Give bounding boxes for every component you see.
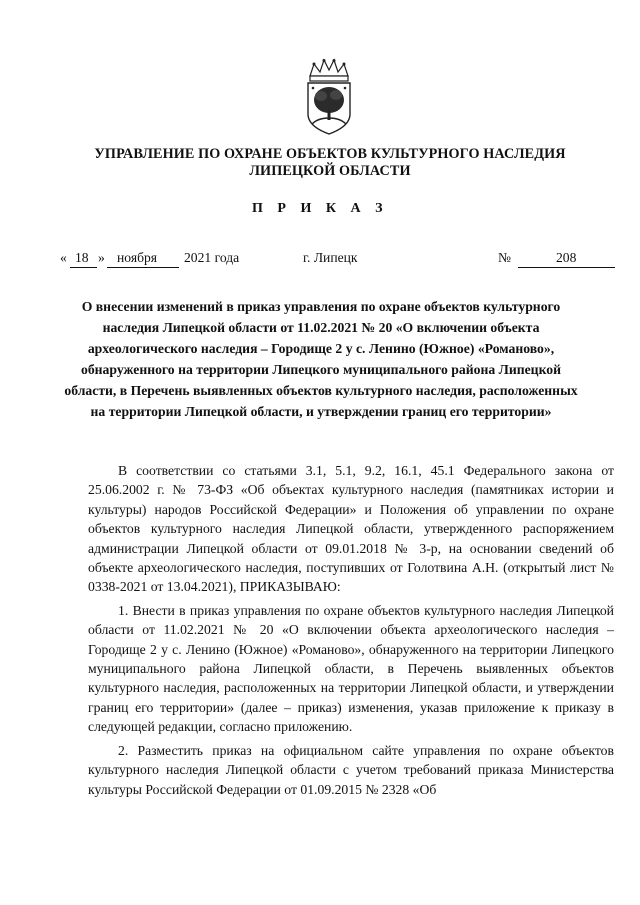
day-underline xyxy=(70,267,97,268)
item-1-paragraph: 1. Внести в приказ управления по охране объектов культурного наследия Липецкой области от 11.02.2021 № 20 «О включении объекта археологического наследия – Городище 2 у с. Ленино (Южное) «Романово», обнаруженного на территории Липецкого муниципального района Липецкой области, в Перечень выявленных объектов культурного наследия, расположенных на территории Липецкой области, и утверждении границ его территории» (далее – приказ) изменения, указав приложение к приказу в следующей редакции, согласно приложению. xyxy=(88,602,614,735)
lipetsk-coat-of-arms-icon xyxy=(300,58,358,136)
quote-open: « xyxy=(60,250,67,265)
org-line-1: УПРАВЛЕНИЕ ПО ОХРАНЕ ОБЪЕКТОВ КУЛЬТУРНОГО НАСЛЕДИЯ xyxy=(94,146,566,162)
order-number: 208 xyxy=(556,250,577,265)
date-number-line xyxy=(0,250,640,270)
order-day: 18 xyxy=(75,250,89,265)
preamble-paragraph: В соответствии со статьями 3.1, 5.1, 9.2, 16.1, 45.1 Федерального закона от 25.06.2002 г. № 73-ФЗ «Об объектах культурного наследия (памятниках истории и культуры) народов Российской Федерации» и Положения об управлении по охране объектов культурного наследия Липецкой области, утвержденного распоряжением администрации Липецкой области от 09.01.2018 № 3-р, на основании сведений об объекте археологического наследия, поступивших от Голотвина А.Н. (открытый лист № 0338-2021 от 13.04.2021), ПРИКАЗЫВАЮ: xyxy=(88,463,614,595)
order-city: г. Липецк xyxy=(303,250,358,265)
organization-name xyxy=(60,146,600,180)
order-subject: О внесении изменений в приказ управления по охране объектов культурного наследия Липецкой области от 11.02.2021 № 20 «О включении объекта археологического наследия – Городище 2 у с. Ленино (Южное) «Романово», обнаруженного на территории Липецкого муниципального района Липецкой области, в Перечень выявленных объектов культурного наследия, расположенных на территории Липецкой области, и утверждении границ его территории» xyxy=(64,299,578,419)
org-line-2: ЛИПЕЦКОЙ ОБЛАСТИ xyxy=(249,163,411,179)
order-month: ноября xyxy=(117,250,158,265)
month-underline xyxy=(107,267,179,268)
item-2-paragraph: 2. Разместить приказ на официальном сайте управления по охране объектов культурного наследия Липецкой области с учетом требований приказа Министерства культуры Российской Федерации от 01.09.2015 № 2328 «Об xyxy=(88,742,614,797)
order-year: 2021 года xyxy=(184,250,240,265)
order-body xyxy=(88,461,614,799)
number-sign: № xyxy=(498,250,511,265)
document-type-title: П Р И К А З xyxy=(252,201,388,216)
quote-close: » xyxy=(98,250,105,265)
number-underline xyxy=(518,267,615,268)
